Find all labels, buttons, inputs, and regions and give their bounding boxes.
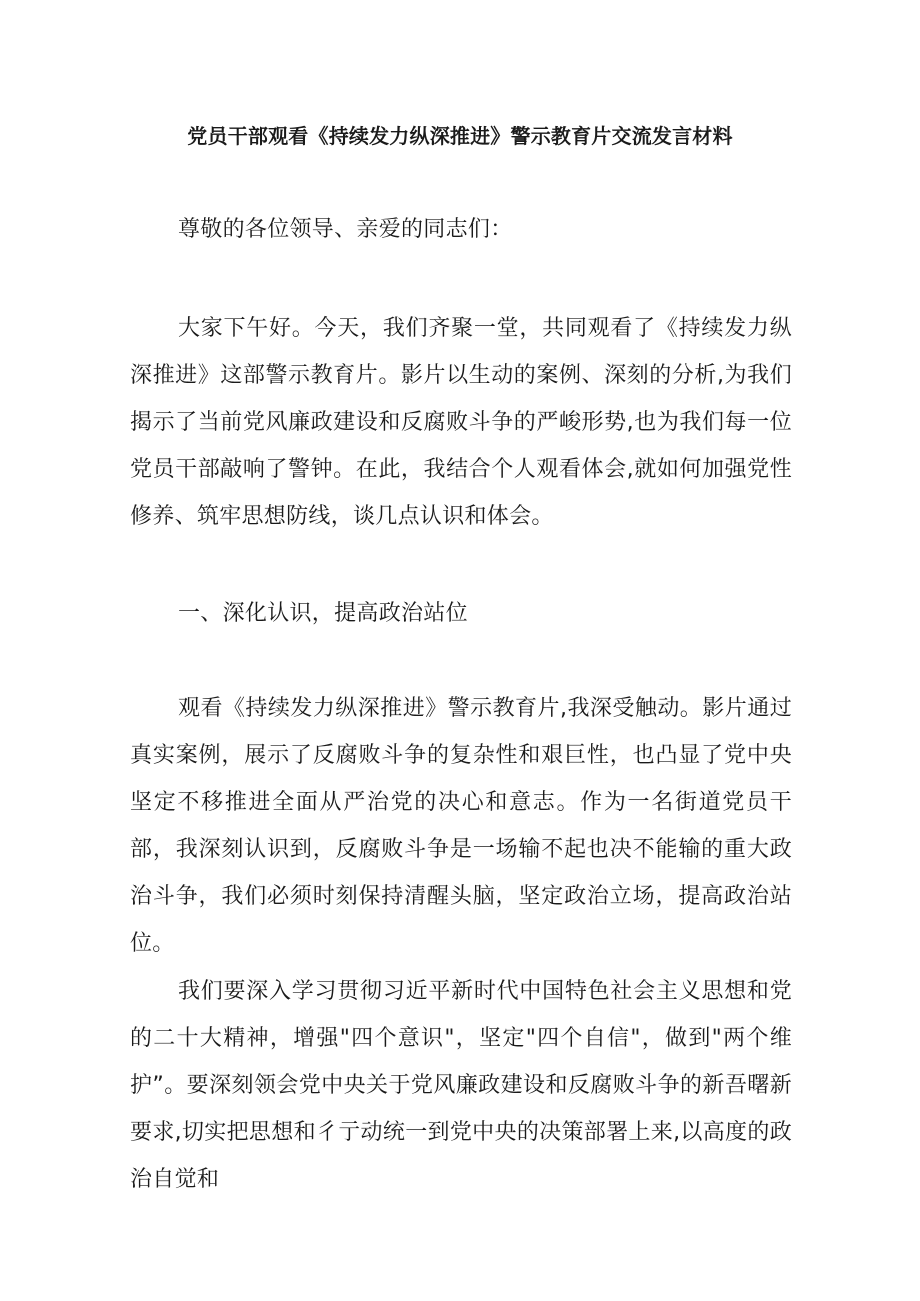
body-paragraph: 观看《持续发力纵深推进》警示教育片,我深受触动。影片通过真实案例，展示了反腐败斗争的复杂性和艰巨性，也凸显了党中央坚定不移推进全面从严治党的决心和意志。作为一名街道党员干部，我深刻认识到，反腐败斗争是一场输不起也决不能输的重大政治斗争，我们必须时刻保持清醒头脑，坚定政治立场，提高政治站位。: [130, 696, 792, 956]
opening-paragraph: 大家下午好。今天，我们齐聚一堂，共同观看了《持续发力纵深推进》这部警示教育片。影片以生动的案例、深刻的分析,为我们揭示了当前党风廉政建设和反腐败斗争的严峻形势,也为我们每一位党员干部敲响了警钟。在此，我结合个人观看体会,就如何加强党性修养、筑牢思想防线，谈几点认识和体会。: [130, 316, 792, 529]
salutation: 尊敬的各位领导、亲爱的同志们：: [178, 217, 513, 242]
body-paragraph: 我们要深入学习贯彻习近平新时代中国特色社会主义思想和党的二十大精神，增强"四个意识"，坚定"四个自信"，做到"两个维护”。要深刻领会党中央关于党风廉政建设和反腐败斗争的新吾曙新要求,切实把思想和彳亍动统一到党中央的决策部署上来,以高度的政治自觉和: [130, 979, 792, 1192]
section-heading: 一、深化认识，提高政治站位: [178, 601, 468, 626]
document-title: 党员干部观看《持续发力纵深推进》警示教育片交流发言材料: [187, 124, 733, 148]
